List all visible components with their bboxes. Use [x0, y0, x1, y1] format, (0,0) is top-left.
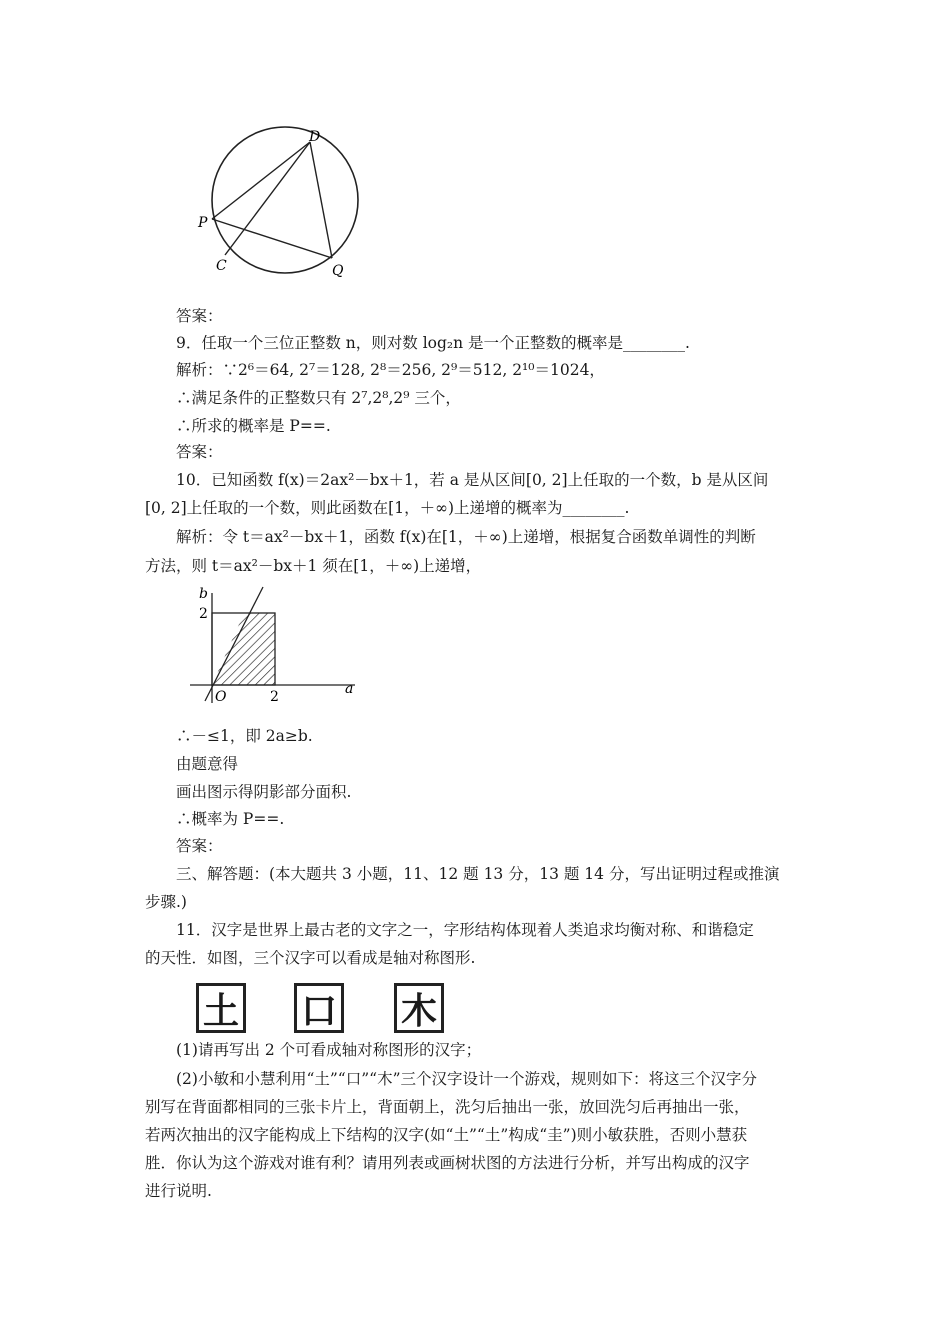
q9-solution-3: ∴所求的概率是 P==.: [176, 417, 331, 435]
q10-solution-2: 方法，则 t＝ax²－bx＋1 须在[1，＋∞)上递增，: [145, 557, 482, 575]
axis-b-label: b: [199, 586, 208, 602]
section-3-heading-2: 步骤.): [145, 893, 187, 911]
question-10-line-1: 10．已知函数 f(x)＝2ax²－bx＋1，若 a 是从区间[0, 2]上任取的一个数，b 是从区间: [176, 471, 769, 489]
question-9: 9．任取一个三位正整数 n，则对数 log₂n 是一个正整数的概率是________.: [176, 334, 690, 352]
char-card-mu: 木: [394, 983, 444, 1033]
question-10-line-2: [0, 2]上任取的一个数，则此函数在[1，＋∞)上递增的概率为________.: [145, 499, 630, 517]
q10-solution-3: ∴－≤1，即 2a≥b.: [176, 727, 313, 745]
q10-solution-5: 画出图示得阴影部分面积.: [176, 783, 352, 801]
q10-solution-6: ∴概率为 P==.: [176, 810, 285, 828]
question-11-part-2-line-2: 别写在背面都相同的三张卡片上，背面朝上，洗匀后抽出一张，放回洗匀后再抽出一张，: [145, 1098, 750, 1116]
q10-solution-4: 由题意得: [176, 755, 239, 773]
label-C: C: [216, 258, 227, 274]
char-card-tu: 土: [196, 983, 246, 1033]
label-D: D: [309, 129, 321, 145]
question-11-line-2: 的天性．如图，三个汉字可以看成是轴对称图形.: [145, 949, 476, 967]
label-P: P: [198, 215, 208, 231]
axis-a-label: a: [345, 681, 354, 697]
question-11-part-2-line-1: (2)小敏和小慧利用“土”“口”“木”三个汉字设计一个游戏，规则如下：将这三个汉字分: [176, 1070, 758, 1088]
char-card-kou: 口: [294, 983, 344, 1033]
answer-label-2: 答案：: [176, 443, 223, 461]
x-tick-2: 2: [270, 689, 279, 705]
origin-label: O: [215, 689, 227, 705]
answer-label-1: 答案：: [176, 307, 223, 325]
question-11-part-1: (1)请再写出 2 个可看成轴对称图形的汉字；: [176, 1041, 482, 1059]
answer-label-3: 答案：: [176, 837, 223, 855]
y-tick-2: 2: [199, 606, 208, 622]
circle-figure: [190, 125, 375, 285]
question-11-part-2-line-3: 若两次抽出的汉字能构成上下结构的汉字(如“土”“土”构成“圭”)则小敏获胜，否则小慧获: [145, 1126, 748, 1144]
q9-solution-2: ∴满足条件的正整数只有 2⁷,2⁸,2⁹ 三个，: [176, 389, 461, 407]
label-Q: Q: [332, 263, 344, 279]
question-11-part-2-line-4: 胜．你认为这个游戏对谁有利？请用列表或画树状图的方法进行分析，并写出构成的汉字: [145, 1154, 750, 1172]
region-graph: [185, 585, 365, 710]
q9-solution-1: 解析：∵2⁶＝64, 2⁷＝128, 2⁸＝256, 2⁹＝512, 2¹⁰＝1024，: [176, 361, 605, 379]
section-3-heading-1: 三、解答题：(本大题共 3 小题，11、12 题 13 分，13 题 14 分，写出证明过程或推演: [176, 865, 780, 883]
question-11-line-1: 11．汉字是世界上最古老的文字之一，字形结构体现着人类追求均衡对称、和谐稳定: [176, 921, 754, 939]
q10-solution-1: 解析：令 t＝ax²－bx＋1，函数 f(x)在[1，＋∞)上递增，根据复合函数单调性的判断: [176, 528, 756, 546]
question-11-part-2-line-5: 进行说明.: [145, 1182, 212, 1200]
